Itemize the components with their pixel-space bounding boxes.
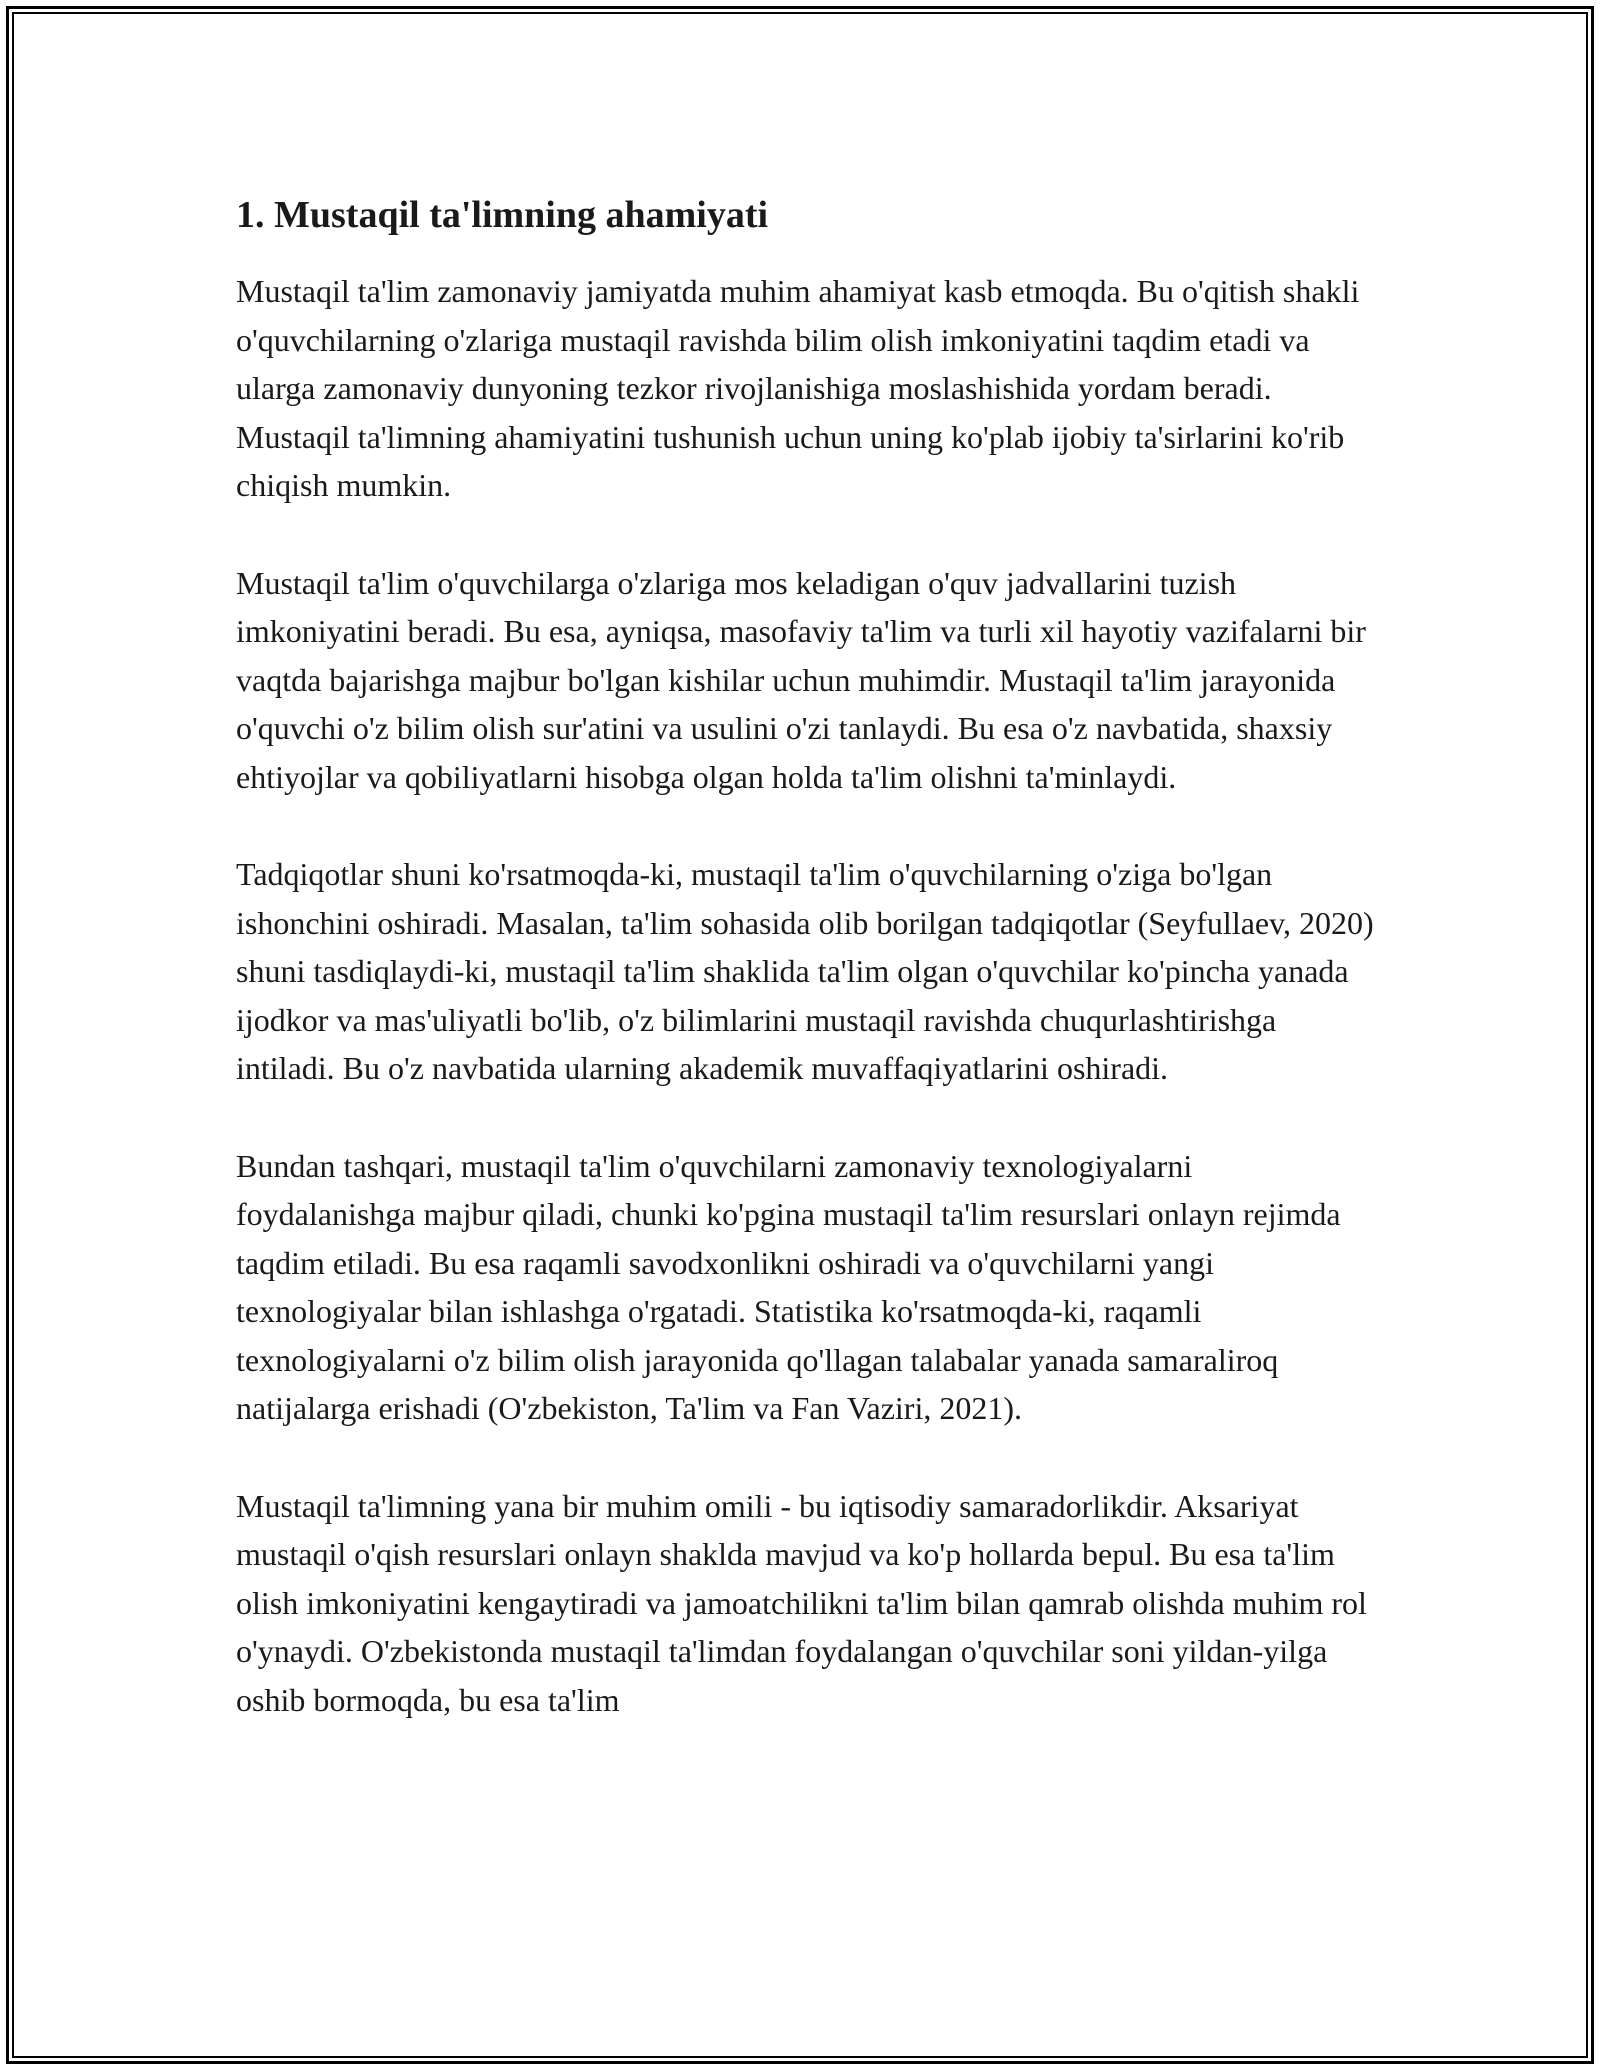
- document-body: [236, 185, 1376, 1773]
- paragraph-3: Tadqiqotlar shuni ko'rsatmoqda-ki, mustaqil ta'lim o'quvchilarning o'ziga bo'lgan ishonchini oshiradi. Masalan, ta'lim sohasida olib borilgan tadqiqotlar (Seyfullaev, 2020) shuni tasdiqlaydi-ki, mustaqil ta'lim shaklida ta'lim olgan o'quvchilar ko'pincha yanada ijodkor va mas'uliyatli bo'lib, o'z bilimlarini mustaqil ravishda chuqurlashtirishga intiladi. Bu o'z navbatida ularning akademik muvaffaqiyatlarini oshiradi.: [236, 856, 1374, 1086]
- section-heading: 1. Mustaqil ta'limning ahamiyati: [236, 194, 769, 236]
- paragraph-2: Mustaqil ta'lim o'quvchilarga o'zlariga mos keladigan o'quv jadvallarini tuzish imkoniyatini beradi. Bu esa, ayniqsa, masofaviy ta'lim va turli xil hayotiy vazifalarni bir vaqtda bajarishga majbur bo'lgan kishilar uchun muhimdir. Mustaqil ta'lim jarayonida o'quvchi o'z bilim olish sur'atini va usulini o'zi tanlaydi. Bu esa o'z navbatida, shaxsiy ehtiyojlar va qobiliyatlarni hisobga olgan holda ta'lim olishni ta'minlaydi.: [236, 564, 1366, 795]
- paragraph-5: Mustaqil ta'limning yana bir muhim omili - bu iqtisodiy samaradorlikdir. Aksariyat mustaqil o'qish resurslari onlayn shaklda mavjud va ko'p hollarda bepul. Bu esa ta'lim olish imkoniyatini kengaytiradi va jamoatchilikni ta'lim bilan qamrab olishda muhim rol o'ynaydi. O'zbekistonda mustaqil ta'limdan foydalangan o'quvchilar soni yildan-yilga oshib bormoqda, bu esa ta'lim: [236, 1487, 1367, 1718]
- paragraph-4: Bundan tashqari, mustaqil ta'lim o'quvchilarni zamonaviy texnologiyalarni foydalanishga majbur qiladi, chunki ko'pgina mustaqil ta'lim resurslari onlayn rejimda taqdim etiladi. Bu esa raqamli savodxonlikni oshiradi va o'quvchilarni yangi texnologiyalar bilan ishlashga o'rgatadi. Statistika ko'rsatmoqda-ki, raqamli texnologiyalarni o'z bilim olish jarayonida qo'llagan talabalar yanada samaraliroq natijalarga erishadi (O'zbekiston, Ta'lim va Fan Vaziri, 2021).: [236, 1147, 1341, 1426]
- paragraph-1: Mustaqil ta'lim zamonaviy jamiyatda muhim ahamiyat kasb etmoqda. Bu o'qitish shakli o'quvchilarning o'zlariga mustaqil ravishda bilim olish imkoniyatini taqdim etadi va ularga zamonaviy dunyoning tezkor rivojlanishiga moslashishida yordam beradi. Mustaqil ta'limning ahamiyatini tushunish uchun uning ko'plab ijobiy ta'sirlarini ko'rib chiqish mumkin.: [236, 273, 1360, 503]
